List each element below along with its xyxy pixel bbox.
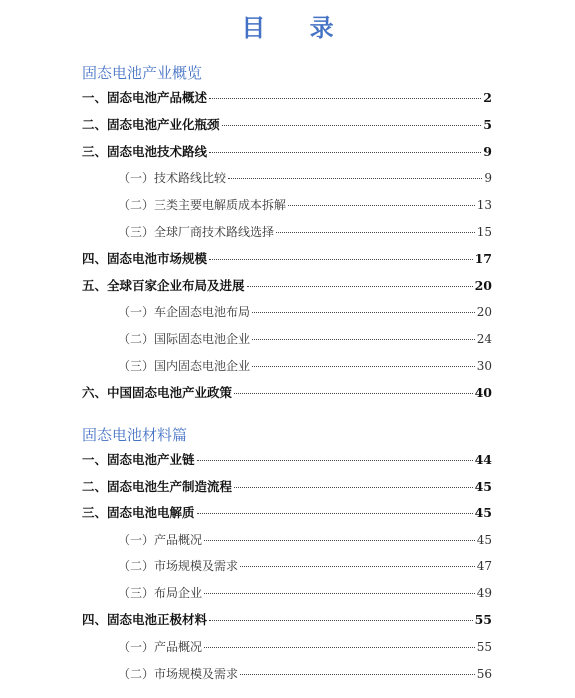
leader-dots [240, 674, 475, 675]
toc-entry[interactable]: 二、固态电池生产制造流程 45 [82, 479, 492, 494]
leader-dots [228, 178, 482, 179]
toc-subentry[interactable]: （二）三类主要电解质成本拆解 13 [118, 198, 492, 212]
leader-dots [209, 620, 473, 621]
leader-dots [252, 312, 475, 313]
leader-dots [209, 259, 473, 260]
leader-dots [240, 566, 475, 567]
section-heading-materials: 固态电池材料篇 [82, 426, 188, 444]
toc-subentry[interactable]: （二）市场规模及需求 56 [118, 667, 492, 681]
toc-subentry[interactable]: （三）布局企业 49 [118, 586, 492, 600]
leader-dots [234, 393, 473, 394]
leader-dots [197, 513, 473, 514]
toc-entry[interactable]: 一、固态电池产品概述 2 [82, 90, 492, 105]
leader-dots [204, 593, 475, 594]
toc-subentry[interactable]: （一）产品概况 55 [118, 640, 492, 654]
toc-entry[interactable]: 二、固态电池产业化瓶颈 5 [82, 117, 492, 132]
leader-dots [222, 125, 482, 126]
leader-dots [288, 205, 475, 206]
leader-dots [209, 98, 481, 99]
toc-subentry[interactable]: （一）车企固态电池布局 20 [118, 305, 492, 319]
toc-subentry[interactable]: （三）国内固态电池企业 30 [118, 359, 492, 373]
leader-dots [276, 232, 475, 233]
leader-dots [204, 540, 475, 541]
toc-entry[interactable]: 六、中国固态电池产业政策 40 [82, 385, 492, 400]
toc-subentry[interactable]: （一）产品概况 45 [118, 533, 492, 547]
leader-dots [204, 647, 475, 648]
toc-entry[interactable]: 三、固态电池电解质 45 [82, 505, 492, 520]
toc-entry[interactable]: 四、固态电池市场规模 17 [82, 251, 492, 266]
leader-dots [252, 366, 475, 367]
toc-subentry[interactable]: （三）全球厂商技术路线选择 15 [118, 225, 492, 239]
toc-subentry[interactable]: （一）技术路线比较 9 [118, 171, 492, 185]
toc-subentry[interactable]: （二）市场规模及需求 47 [118, 559, 492, 573]
leader-dots [247, 286, 473, 287]
toc-entry[interactable]: 一、固态电池产业链 44 [82, 452, 492, 467]
leader-dots [209, 152, 481, 153]
leader-dots [234, 487, 473, 488]
toc-entry[interactable]: 三、固态电池技术路线 9 [82, 144, 492, 159]
toc-entry[interactable]: 四、固态电池正极材料 55 [82, 612, 492, 627]
toc-entry[interactable]: 五、全球百家企业布局及进展 20 [82, 278, 492, 293]
leader-dots [252, 339, 475, 340]
toc-title: 目 录 [241, 14, 352, 42]
leader-dots [197, 460, 473, 461]
section-heading-overview: 固态电池产业概览 [82, 64, 203, 82]
toc-subentry[interactable]: （二）国际固态电池企业 24 [118, 332, 492, 346]
